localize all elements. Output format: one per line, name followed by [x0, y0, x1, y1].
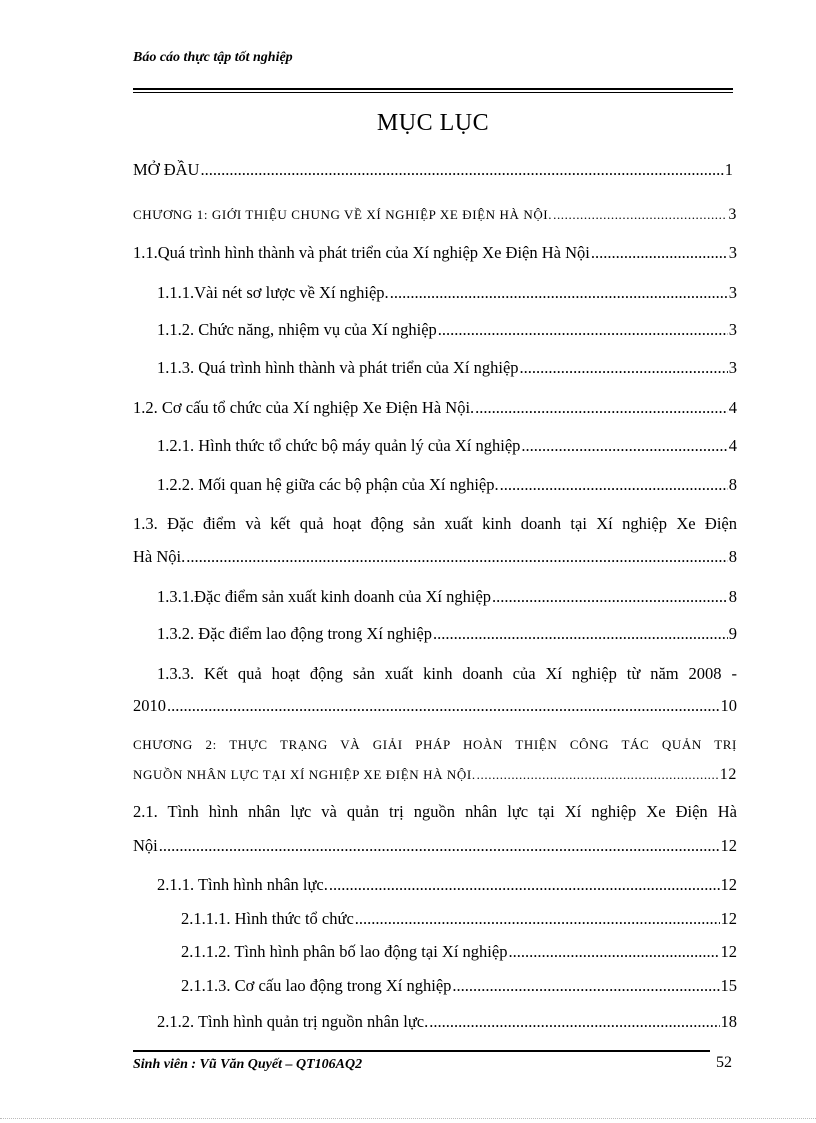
toc-entry-page: 12 — [720, 909, 737, 928]
toc-entry-text: 1.3.1.Đặc điểm sản xuất kinh doanh của Xí nghiệp — [157, 587, 492, 606]
toc-entry[interactable] — [157, 1012, 737, 1032]
toc-entry-text: 1.1.Quá trình hình thành và phát triển của Xí nghiệp Xe Điện Hà Nội — [133, 243, 590, 262]
leader-dots — [553, 207, 727, 223]
toc-entry[interactable] — [133, 836, 737, 856]
toc-entry-page: 3 — [728, 283, 737, 302]
toc-entry-page: 4 — [728, 436, 737, 455]
toc-entry-text: 2.1.1.1. Hình thức tổ chức — [181, 909, 354, 928]
toc-entry-page: 15 — [720, 976, 737, 995]
toc-entry-page: 4 — [728, 398, 737, 417]
toc-entry-text: 1.2.2. Mối quan hệ giữa các bộ phận của Xí nghiệp. — [157, 475, 499, 494]
toc-entry-page: 3 — [728, 206, 737, 223]
toc-entry-page: 9 — [728, 624, 737, 643]
toc-entry-text: 1.1.2. Chức năng, nhiệm vụ của Xí nghiệp — [157, 320, 437, 339]
leader-dots — [167, 696, 720, 716]
toc-entry-page: 8 — [728, 475, 737, 494]
toc-entry-text: 2.1.2. Tình hình quản trị nguồn nhân lực. — [157, 1012, 429, 1031]
toc-entry-line1: 1.3. Đặc điểm và kết quả hoạt động sản xuất kinh doanh tại Xí nghiệp Xe Điện — [133, 514, 737, 533]
toc-entry[interactable] — [157, 624, 737, 644]
toc-entry[interactable] — [157, 475, 737, 495]
leader-dots — [200, 160, 723, 180]
toc-entry[interactable] — [133, 206, 737, 224]
toc-entry-page: 12 — [719, 766, 737, 783]
toc-entry-page: 18 — [720, 1012, 737, 1031]
leader-dots — [429, 1012, 719, 1032]
toc-entry[interactable] — [157, 436, 737, 456]
toc-entry-page: 3 — [728, 320, 737, 339]
page-number: 52 — [716, 1054, 732, 1071]
leader-dots — [477, 767, 719, 783]
toc-entry-text: Hà Nội. — [133, 547, 186, 566]
toc-entry-text: 1.2. Cơ cấu tổ chức của Xí nghiệp Xe Điện Hà Nội. — [133, 398, 475, 417]
toc-entry-page: 12 — [720, 875, 737, 894]
toc-entry[interactable] — [157, 320, 737, 340]
toc-entry-page: 12 — [720, 942, 737, 961]
header-rule-thin — [133, 92, 733, 93]
leader-dots — [500, 475, 728, 495]
toc-entry-line1: 1.3.3. Kết quả hoạt động sản xuất kinh doanh của Xí nghiệp từ năm 2008 - — [157, 664, 737, 683]
toc-entry[interactable] — [157, 587, 737, 607]
footer-rule — [133, 1050, 710, 1052]
toc-entry-text: MỞ ĐẦU — [133, 160, 200, 179]
toc-entry[interactable] — [133, 398, 737, 418]
toc-entry-page: 3 — [728, 358, 737, 377]
toc-entry-text: CHƯƠNG 1: GIỚI THIỆU CHUNG VỀ XÍ NGHIỆP XE ĐIỆN HÀ NỘI. — [133, 207, 553, 222]
toc-entry[interactable] — [181, 909, 737, 929]
toc-entry[interactable] — [181, 976, 737, 996]
page-footer: Sinh viên : Vũ Văn Quyết – QT106AQ2 — [133, 1057, 363, 1072]
page-title: MỤC LỤC — [376, 110, 490, 136]
toc-entry[interactable] — [133, 243, 737, 263]
toc-entry-text: NGUỒN NHÂN LỰC TẠI XÍ NGHIỆP XE ĐIỆN HÀ NỘI. — [133, 767, 476, 782]
toc-entry-line1: 2.1. Tình hình nhân lực và quản trị nguồn nhân lực tại Xí nghiệp Xe Điện Hà — [133, 802, 737, 821]
leader-dots — [521, 436, 727, 456]
header-rule — [133, 88, 733, 90]
toc-entry-text: 2.1.1.2. Tình hình phân bố lao động tại Xí nghiệp — [181, 942, 508, 961]
toc-entry-text: 2.1.1.3. Cơ cấu lao động trong Xí nghiệp — [181, 976, 452, 995]
leader-dots — [520, 358, 728, 378]
leader-dots — [438, 320, 728, 340]
toc-entry[interactable] — [133, 547, 737, 567]
toc-entry-text: 2.1.1. Tình hình nhân lực. — [157, 875, 328, 894]
toc-entry[interactable] — [157, 283, 737, 303]
toc-entry-text: 2010 — [133, 696, 166, 715]
leader-dots — [591, 243, 728, 263]
leader-dots — [452, 976, 719, 996]
toc-entry-line1: CHƯƠNG 2: THỰC TRẠNG VÀ GIẢI PHÁP HOÀN THIỆN CÔNG TÁC QUẢN TRỊ — [133, 737, 737, 752]
page-header: Báo cáo thực tập tốt nghiệp — [133, 50, 293, 65]
toc-entry-text: 1.1.3. Quá trình hình thành và phát triển của Xí nghiệp — [157, 358, 519, 377]
toc-entry[interactable] — [157, 358, 737, 378]
toc-entry-page: 8 — [728, 587, 737, 606]
toc-entry-page: 12 — [720, 836, 737, 855]
leader-dots — [329, 875, 720, 895]
toc-entry-text: 1.3.2. Đặc điểm lao động trong Xí nghiệp — [157, 624, 432, 643]
toc-entry[interactable] — [157, 875, 737, 895]
toc-entry-text: 1.2.1. Hình thức tổ chức bộ máy quản lý của Xí nghiệp — [157, 436, 521, 455]
toc-entry[interactable] — [181, 942, 737, 962]
leader-dots — [492, 587, 728, 607]
toc-entry-page: 1 — [724, 160, 733, 179]
leader-dots — [475, 398, 728, 418]
leader-dots — [433, 624, 728, 644]
toc-entry-text: Nội — [133, 836, 158, 855]
toc-entry-text: 1.1.1.Vài nét sơ lược về Xí nghiệp. — [157, 283, 389, 302]
leader-dots — [355, 909, 720, 929]
toc-entry-page: 10 — [720, 696, 737, 715]
toc-entry[interactable] — [133, 766, 737, 784]
toc-entry[interactable] — [133, 696, 737, 716]
toc-entry[interactable] — [133, 160, 733, 180]
toc-entry-page: 3 — [728, 243, 737, 262]
toc-entry-page: 8 — [728, 547, 737, 566]
leader-dots — [508, 942, 719, 962]
page-edge — [0, 1118, 816, 1119]
leader-dots — [186, 547, 728, 567]
leader-dots — [390, 283, 728, 303]
leader-dots — [159, 836, 720, 856]
